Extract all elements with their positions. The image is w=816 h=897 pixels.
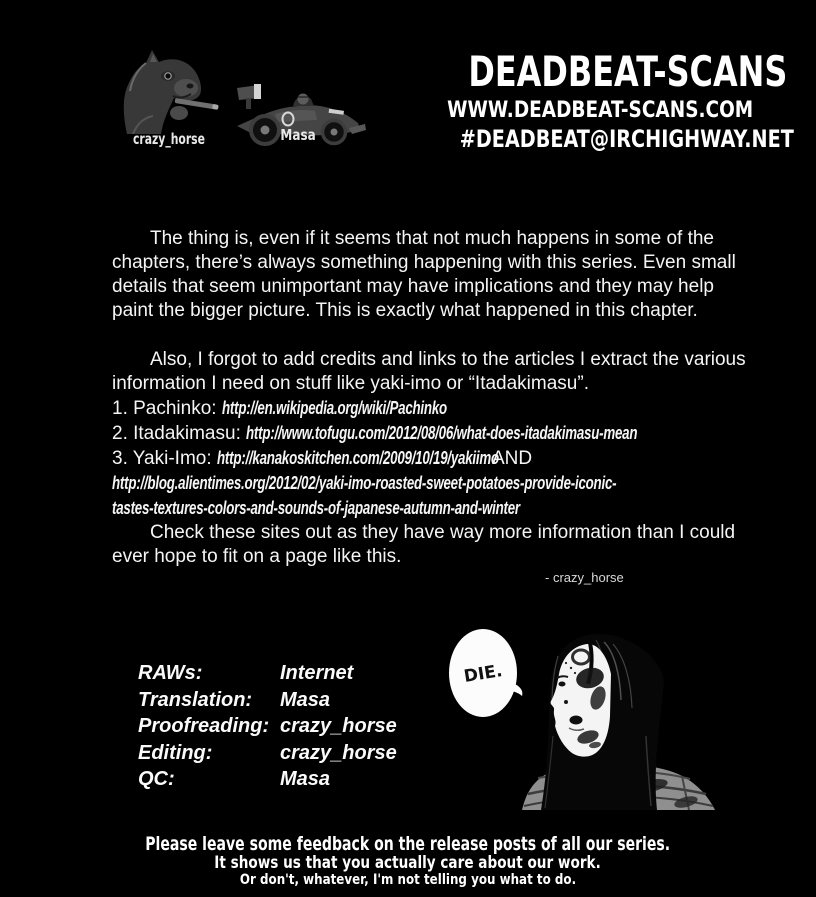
article-link-pachinko [112,396,762,421]
link-url[interactable]: http://en.wikipedia.org/wiki/Pachinko [221,398,447,418]
link-url[interactable]: tastes-textures-colors-and-sounds-of-japanese-autumn-and-winter [112,498,520,518]
credit-role: Editing: [138,741,213,764]
header [418,47,794,154]
link-label: 3. Yaki-Imo: [112,448,217,469]
car-mascot-label: Masa [280,126,317,144]
footer-line: Or don't, whatever, I'm not telling you what to do. [239,872,577,888]
note-line: chapters, there’s always something happening with this series. Even small [112,252,736,273]
article-link-yakiimo-2-cont [112,496,762,521]
speech-bubble [449,629,522,717]
signature: - crazy_horse [545,570,624,585]
link-label: 2. Itadakimasu: [112,423,247,444]
credit-row-translation [138,687,397,714]
note-line: paint the bigger picture. This is exactly what happened in this chapter. [112,300,698,321]
credit-row-editing [138,740,397,767]
speech-bubble-text: DIE. [462,661,504,687]
note-line: information I need on stuff like yaki-imo or “Itadakimasu”. [112,373,589,394]
credit-person: crazy_horse [280,741,397,764]
credit-row-raws [138,660,397,687]
link-suffix: AND [492,448,533,469]
credits-list [138,660,397,793]
manga-panel-image [438,616,736,810]
credit-row-qc [138,766,397,793]
credit-person: Masa [280,688,331,711]
note-line: ever hope to fit on a page like this. [112,546,402,567]
credit-person: crazy_horse [280,715,397,737]
footer-message [0,834,816,888]
note-line: Also, I forgot to add credits and links to the articles I extract the various [150,349,746,370]
translator-notes [112,227,762,569]
note-line: The thing is, even if it seems that not much happens in some of the [150,228,714,249]
footer-line: It shows us that you actually care about our work. [214,853,602,873]
link-label: 1. Pachinko: [112,398,222,419]
article-link-itadakimasu [112,421,762,446]
credit-role: Translation: [138,688,253,711]
credit-row-proofreading [138,713,397,740]
horse-mascot-label: crazy_horse [133,130,205,148]
link-url[interactable]: http://kanakoskitchen.com/2009/10/19/yakiimo [216,448,499,468]
group-website: WWW.DEADBEAT-SCANS.COM [447,98,754,123]
horse-mascot-image [113,48,225,134]
article-link-yakiimo-2 [112,471,762,496]
horse-head-illustration [124,50,219,134]
footer-line: Please leave some feedback on the release posts of all our series. [145,833,671,855]
group-irc-channel: #DEADBEAT@IRCHIGHWAY.NET [459,125,794,153]
credit-person: Masa [280,768,331,790]
credit-role: QC: [138,768,175,790]
note-line: details that seem unimportant may have implications and they may help [112,276,714,297]
link-url[interactable]: http://www.tofugu.com/2012/08/06/what-does-itadakimasu-mean [246,423,638,443]
note-line: Check these sites out as they have way more information than I could [150,522,736,543]
group-title: DEADBEAT-SCANS [468,47,788,96]
credit-role: RAWs: [138,662,203,684]
credit-person: Internet [280,662,354,684]
article-link-yakiimo [112,446,762,471]
credit-role: Proofreading: [138,715,270,737]
link-url[interactable]: http://blog.alientimes.org/2012/02/yaki-imo-roasted-sweet-potatoes-provide-iconic- [112,473,617,493]
